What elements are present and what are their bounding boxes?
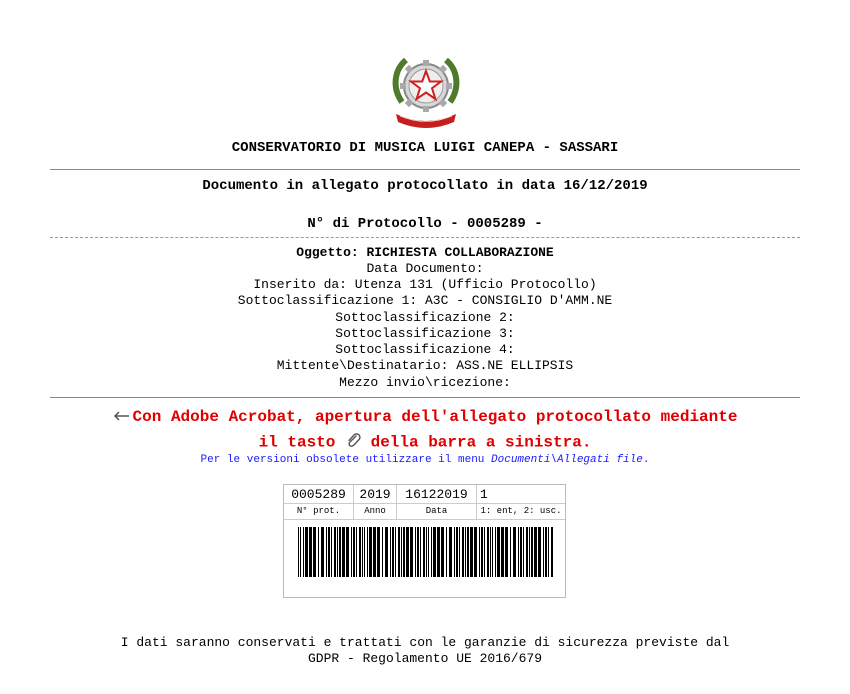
- barcode-bar: [367, 527, 368, 577]
- oggetto-label: Oggetto:: [296, 245, 359, 260]
- barcode-bar: [309, 527, 312, 577]
- divider: [50, 169, 800, 170]
- sottoclassificazione-1: Sottoclassificazione 1: A3C - CONSIGLIO D'AMM.NE: [237, 293, 613, 308]
- barcode-bar: [495, 527, 496, 577]
- protocol-number: N° di Protocollo - 0005289 -: [307, 216, 543, 232]
- barcode-bar: [428, 527, 429, 577]
- barcode-bar: [369, 527, 372, 577]
- barcode-bar: [390, 527, 391, 577]
- barcode-bar: [328, 527, 330, 577]
- barcode-bar: [441, 527, 444, 577]
- barcode-bar: [351, 527, 352, 577]
- barcode-bar: [545, 527, 547, 577]
- barcode-bar: [420, 527, 421, 577]
- barcode-bar: [501, 527, 504, 577]
- barcode-bar: [437, 527, 440, 577]
- menu-path: Documenti\Allegati file: [491, 454, 643, 466]
- barcode-direction-label: 1: ent, 2: usc.: [480, 506, 562, 516]
- barcode-bar: [513, 527, 516, 577]
- barcode: [298, 527, 553, 577]
- barcode-bar: [356, 527, 357, 577]
- barcode-bar: [433, 527, 436, 577]
- barcode-year-value: 2019: [354, 485, 397, 503]
- obsolete-text: Per le versioni obsolete utilizzare il menu: [200, 454, 485, 466]
- barcode-date-label: Data: [397, 503, 477, 519]
- barcode-bar: [551, 527, 553, 577]
- barcode-bar: [474, 527, 477, 577]
- barcode-bar: [401, 527, 402, 577]
- barcode-labels-row: [284, 503, 565, 520]
- divider: [50, 397, 800, 398]
- inserito-da: Inserito da: Utenza 131 (Ufficio Protocollo): [253, 277, 597, 292]
- barcode-bar: [337, 527, 338, 577]
- barcode-bar: [526, 527, 528, 577]
- barcode-bar: [359, 527, 361, 577]
- paperclip-icon: [345, 431, 361, 454]
- barcode-bar: [492, 527, 493, 577]
- barcode-bar: [395, 527, 396, 577]
- barcode-bar: [417, 527, 419, 577]
- barcode-protocol-label: N° prot.: [284, 503, 354, 519]
- barcode-bar: [467, 527, 469, 577]
- instruction-line-2: [0, 431, 850, 454]
- instruction-text-2b: della barra a sinistra.: [370, 433, 592, 452]
- barcode-bar: [331, 527, 332, 577]
- barcode-bar: [415, 527, 416, 577]
- barcode-bar: [531, 527, 533, 577]
- privacy-note-line-1: I dati saranno conservati e trattati con le garanzie di sicurezza previste dal: [120, 635, 730, 650]
- barcode-bar: [523, 527, 524, 577]
- oggetto-value: RICHIESTA COLLABORAZIONE: [366, 245, 554, 260]
- barcode-bar: [484, 527, 485, 577]
- sottoclassificazione-4: Sottoclassificazione 4:: [335, 342, 515, 357]
- barcode-bar: [303, 527, 304, 577]
- barcode-bar: [321, 527, 324, 577]
- barcode-bar: [362, 527, 363, 577]
- barcode-bar: [313, 527, 316, 577]
- barcode-bar: [326, 527, 327, 577]
- barcode-bar: [518, 527, 519, 577]
- sottoclassificazione-3: Sottoclassificazione 3:: [335, 326, 515, 341]
- barcode-bar: [403, 527, 405, 577]
- barcode-bar: [339, 527, 341, 577]
- mezzo-invio: Mezzo invio\ricezione:: [339, 375, 511, 390]
- mittente-destinatario: Mittente\Destinatario: ASS.NE ELLIPSIS: [276, 358, 574, 373]
- barcode-bar: [449, 527, 452, 577]
- instruction-line-1: [0, 408, 850, 426]
- barcode-bar: [520, 527, 522, 577]
- barcode-bar: [385, 527, 388, 577]
- barcode-bar: [364, 527, 365, 577]
- barcode-bar: [353, 527, 355, 577]
- barcode-values-row: [284, 485, 565, 504]
- barcode-bar: [300, 527, 301, 577]
- obsolete-period: .: [642, 454, 650, 466]
- barcode-bar: [392, 527, 394, 577]
- barcode-bar: [538, 527, 541, 577]
- barcode-bar: [406, 527, 409, 577]
- barcode-box: [283, 484, 566, 598]
- divider: [50, 237, 800, 238]
- institution-title: CONSERVATORIO DI MUSICA LUIGI CANEPA - SASSARI: [231, 140, 619, 156]
- barcode-direction-value: 1: [480, 486, 488, 502]
- barcode-bar: [479, 527, 480, 577]
- barcode-bar: [481, 527, 483, 577]
- barcode-bar: [382, 527, 383, 577]
- barcode-bar: [398, 527, 400, 577]
- barcode-bar: [305, 527, 308, 577]
- barcode-bar: [462, 527, 464, 577]
- sottoclassificazione-2: Sottoclassificazione 2:: [335, 310, 515, 325]
- barcode-bar: [510, 527, 511, 577]
- barcode-bar: [490, 527, 491, 577]
- barcode-bar: [459, 527, 460, 577]
- barcode-bar: [505, 527, 508, 577]
- barcode-bar: [446, 527, 447, 577]
- instruction-text-1: Con Adobe Acrobat, apertura dell'allegato protocollato mediante: [132, 408, 738, 427]
- oggetto-line: [0, 245, 850, 260]
- document-title: Documento in allegato protocollato in data 16/12/2019: [202, 178, 648, 194]
- barcode-bar: [431, 527, 432, 577]
- left-arrow-icon: [113, 408, 129, 426]
- barcode-bar: [410, 527, 413, 577]
- barcode-bar: [456, 527, 458, 577]
- barcode-date-value: 16122019: [397, 485, 477, 503]
- barcode-bar: [342, 527, 345, 577]
- barcode-year-label: Anno: [354, 503, 397, 519]
- barcode-bar: [465, 527, 466, 577]
- privacy-note-line-2: GDPR - Regolamento UE 2016/679: [307, 651, 543, 666]
- barcode-bar: [426, 527, 427, 577]
- barcode-bar: [529, 527, 530, 577]
- barcode-bar: [487, 527, 489, 577]
- barcode-bar: [497, 527, 500, 577]
- barcode-bar: [548, 527, 549, 577]
- barcode-protocol-value: 0005289: [284, 485, 354, 503]
- barcode-bar: [346, 527, 349, 577]
- barcode-bar: [454, 527, 455, 577]
- barcode-bar: [423, 527, 425, 577]
- instruction-text-2a: il tasto: [258, 433, 336, 452]
- data-documento: Data Documento:: [366, 261, 484, 276]
- barcode-bar: [534, 527, 537, 577]
- barcode-bar: [373, 527, 376, 577]
- barcode-bar: [470, 527, 473, 577]
- barcode-bar: [318, 527, 319, 577]
- barcode-bar: [334, 527, 336, 577]
- italian-republic-emblem: [388, 50, 464, 130]
- barcode-bar: [298, 527, 299, 577]
- barcode-bar: [377, 527, 380, 577]
- obsolete-versions-note: [0, 454, 850, 466]
- barcode-bar: [543, 527, 544, 577]
